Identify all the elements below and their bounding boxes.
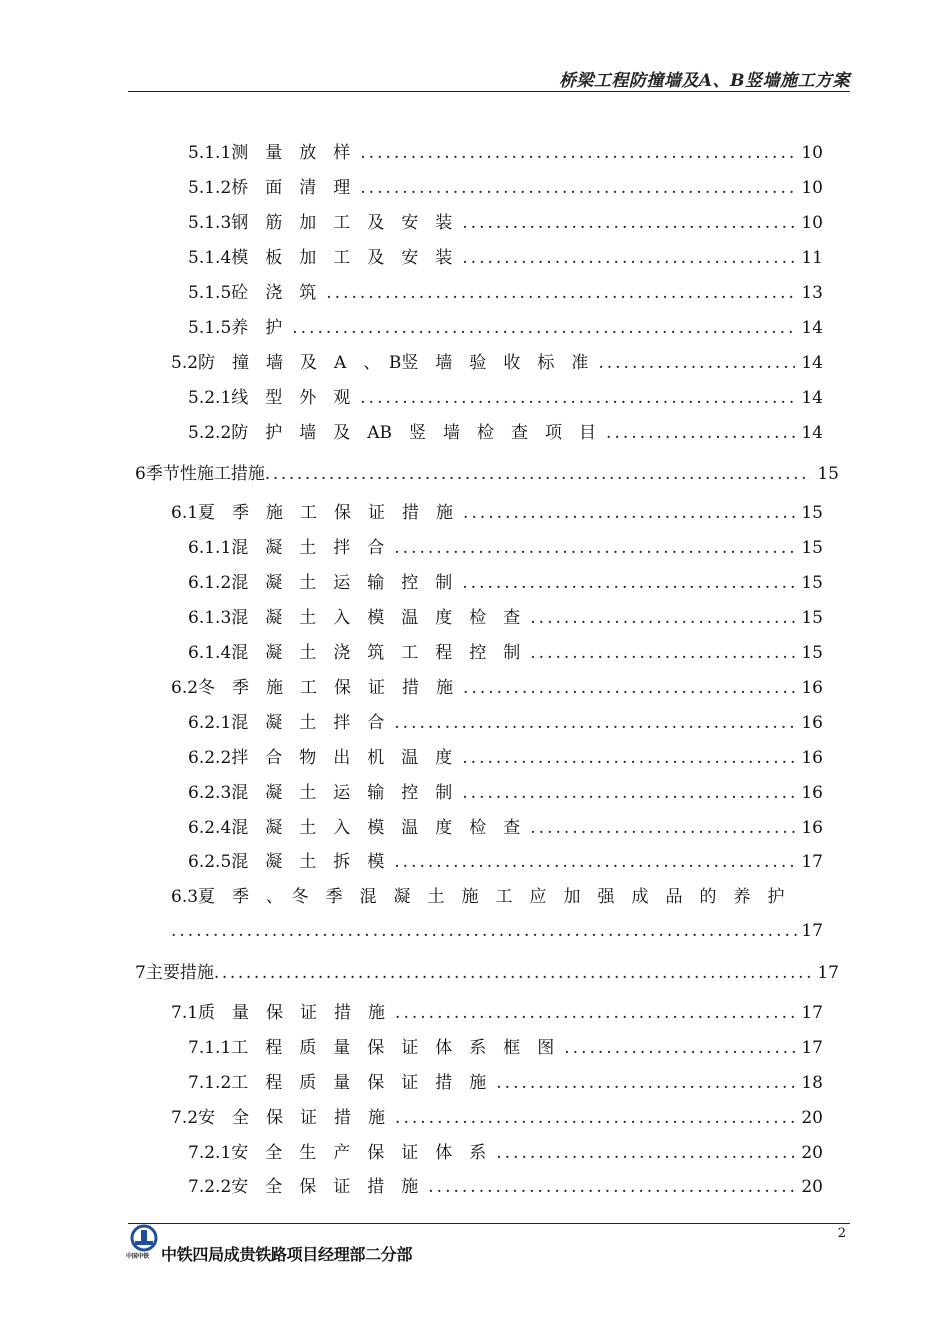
toc-entry-title: 工 程 质 量 保 证 体 系 框 图 [231,1038,555,1058]
toc-entry-number: 7.1.2 [188,1073,232,1093]
toc-entry-title: 混 凝 土 入 模 温 度 检 查 [231,608,521,628]
toc-entry[interactable] [135,461,839,487]
toc-entry-number: 5.2.1 [188,388,232,408]
toc-entry-number: 5.1.4 [188,248,232,268]
toc-entry-number: 5.1.2 [188,178,232,198]
toc-leader-dots [265,461,812,487]
toc-entry-title: 冬 季 施 工 保 证 措 施 [198,678,454,698]
toc-entry-page: 14 [801,423,823,443]
toc-entry[interactable] [188,1174,823,1200]
toc-entry[interactable] [188,849,823,875]
toc-entry[interactable] [188,710,823,736]
toc-entry[interactable] [188,535,823,561]
toc-entry-title: 防 护 墙 及 AB 竖 墙 检 查 项 目 [231,423,597,443]
toc-entry-page: 15 [801,538,823,558]
toc-leader-dots [462,570,795,596]
toc-leader-dots [360,175,795,201]
toc-entry[interactable] [188,1035,823,1061]
toc-entry-page: 16 [801,713,823,733]
toc-entry-number: 5.1.3 [188,213,232,233]
toc-leader-dots [530,815,795,841]
footer-divider [128,1223,850,1224]
toc-entry[interactable] [188,420,823,446]
toc-entry-page: 17 [801,1038,823,1058]
toc-entry-title: 测 量 放 样 [231,143,351,163]
toc-entry-title: 钢 筋 加 工 及 安 装 [231,213,453,233]
document-header-title: 桥梁工程防撞墙及A、B竖墙施工方案 [558,71,850,91]
toc-entry-page: 20 [801,1177,823,1197]
toc-entry-page: 10 [801,143,823,163]
toc-entry-page: 15 [801,608,823,628]
toc-entry-continuation[interactable] [171,918,823,944]
toc-entry-number: 6.2.5 [188,852,232,872]
toc-entry-number: 7.2.1 [188,1143,232,1163]
toc-entry[interactable] [188,280,823,306]
toc-entry-page: 17 [817,963,839,983]
toc-entry-title: 混 凝 土 入 模 温 度 检 查 [231,818,521,838]
toc-leader-dots [428,1174,795,1200]
header-divider [128,91,850,92]
toc-entry-number: 6.2.4 [188,818,232,838]
toc-leader-dots [360,385,795,411]
toc-entry-number: 7.1.1 [188,1038,232,1058]
toc-entry[interactable] [135,960,839,986]
toc-entry-page: 18 [801,1073,823,1093]
toc-entry-number: 6.1 [171,503,199,523]
toc-leader-dots [360,140,795,166]
toc-entry[interactable] [188,1140,823,1166]
toc-entry-title: 拌 合 物 出 机 温 度 [231,748,453,768]
toc-entry-title: 桥 面 清 理 [231,178,351,198]
toc-entry-number: 6.3 [171,887,199,907]
toc-entry-title: 工 程 质 量 保 证 措 施 [231,1073,487,1093]
toc-leader-dots [463,675,795,701]
toc-leader-dots [496,1070,795,1096]
toc-entry[interactable] [188,815,823,841]
toc-entry-title: 质 量 保 证 措 施 [198,1003,386,1023]
toc-entry-page: 13 [801,283,823,303]
toc-entry-page: 14 [801,318,823,338]
toc-entry-title: 夏 季 施 工 保 证 措 施 [198,503,454,523]
toc-entry-title: 养 护 [231,318,283,338]
toc-entry[interactable] [171,500,823,526]
toc-entry-page: 14 [801,353,823,373]
toc-entry-title: 混 凝 土 拌 合 [231,713,385,733]
toc-entry-page: 10 [801,213,823,233]
toc-entry-number: 5.2.2 [188,423,232,443]
toc-entry-page: 16 [801,783,823,803]
toc-entry-page: 17 [801,1003,823,1023]
toc-entry[interactable] [188,570,823,596]
toc-entry[interactable] [171,1105,823,1131]
toc-leader-dots [292,315,795,341]
toc-entry-number: 5.1.5 [188,318,232,338]
toc-leader-dots [171,918,801,944]
toc-leader-dots [530,605,795,631]
toc-leader-dots [462,745,795,771]
toc-entry-title: 模 板 加 工 及 安 装 [231,248,453,268]
toc-entry-title: 混 凝 土 拌 合 [231,538,385,558]
toc-leader-dots [564,1035,795,1061]
toc-entry[interactable] [171,675,823,701]
toc-entry[interactable] [171,1000,823,1026]
toc-entry[interactable] [188,315,823,341]
toc-entry-page: 16 [801,678,823,698]
toc-entry-page: 20 [801,1143,823,1163]
toc-entry-title: 混 凝 土 运 输 控 制 [231,783,453,803]
toc-entry-page: 16 [801,748,823,768]
toc-entry-title: 混 凝 土 运 输 控 制 [231,573,453,593]
toc-entry-title: 夏 季 、 冬 季 混 凝 土 施 工 应 加 强 成 品 的 养 护 [198,887,785,907]
toc-entry-page: 17 [801,852,823,872]
toc-entry[interactable] [188,780,823,806]
toc-entry-title: 线 型 外 观 [231,388,351,408]
toc-entry-page: 15 [817,464,839,484]
toc-entry-page: 17 [801,921,823,941]
toc-entry-title: 季节性施工措施 [145,464,265,484]
toc-entry[interactable] [171,350,823,376]
toc-entry-title: 安 全 保 证 措 施 [198,1108,386,1128]
toc-entry-page: 10 [801,178,823,198]
toc-entry-title: 混 凝 土 拆 模 [231,852,385,872]
toc-leader-dots [395,1105,795,1131]
toc-entry-number: 5.1.5 [188,283,232,303]
toc-entry-page: 15 [801,503,823,523]
toc-entry-title: 混 凝 土 浇 筑 工 程 控 制 [231,643,521,663]
toc-entry-title: 砼 浇 筑 [231,283,317,303]
toc-entry[interactable] [188,210,823,236]
toc-entry-number: 6.1.1 [188,538,232,558]
toc-leader-dots [530,640,795,666]
toc-entry-number: 7 [135,963,146,983]
toc-entry-page: 16 [801,818,823,838]
toc-entry-title: 安 全 保 证 措 施 [231,1177,419,1197]
toc-entry[interactable] [188,385,823,411]
toc-leader-dots [394,849,795,875]
toc-leader-dots [214,960,812,986]
toc-entry[interactable] [188,140,823,166]
toc-entry-number: 7.2.2 [188,1177,232,1197]
toc-entry-title: 防 撞 墙 及 A 、 B竖 墙 验 收 标 准 [198,353,589,373]
toc-entry[interactable] [188,605,823,631]
toc-leader-dots [598,350,795,376]
toc-entry-number: 7.1 [171,1003,199,1023]
toc-entry-number: 6.1.4 [188,643,232,663]
toc-entry-number: 6.2.3 [188,783,232,803]
toc-entry-page: 14 [801,388,823,408]
company-name: 中铁四局成贵铁路项目经理部二分部 [161,1245,413,1264]
toc-entry-page: 15 [801,643,823,663]
toc-leader-dots [462,780,795,806]
logo-label: 中国中铁 [126,1253,149,1260]
toc-entry-number: 7.2 [171,1108,199,1128]
toc-entry-number: 6 [135,464,146,484]
toc-entry-number: 6.2.1 [188,713,232,733]
toc-leader-dots [394,535,795,561]
toc-entry-number: 6.2 [171,678,199,698]
toc-entry-number: 6.1.3 [188,608,232,628]
toc-entry-page: 15 [801,573,823,593]
toc-entry[interactable] [188,1070,823,1096]
toc-leader-dots [462,245,795,271]
toc-leader-dots [463,500,795,526]
toc-entry[interactable] [171,884,823,910]
toc-entry-number: 5.1.1 [188,143,232,163]
toc-entry-number: 5.2 [171,353,199,373]
toc-leader-dots [496,1140,795,1166]
toc-entry-page: 20 [801,1108,823,1128]
toc-entry-page: 11 [801,248,823,268]
toc-entry-title: 主要措施 [145,963,214,983]
toc-leader-dots [395,1000,795,1026]
toc-leader-dots [462,210,795,236]
toc-entry-number: 6.1.2 [188,573,232,593]
toc-entry[interactable] [188,245,823,271]
toc-leader-dots [606,420,795,446]
toc-entry-title: 安 全 生 产 保 证 体 系 [231,1143,487,1163]
page-number: 2 [837,1226,846,1241]
toc-entry-number: 6.2.2 [188,748,232,768]
toc-entry[interactable] [188,745,823,771]
toc-leader-dots [326,280,795,306]
toc-leader-dots [394,710,795,736]
toc-entry[interactable] [188,640,823,666]
toc-entry[interactable] [188,175,823,201]
